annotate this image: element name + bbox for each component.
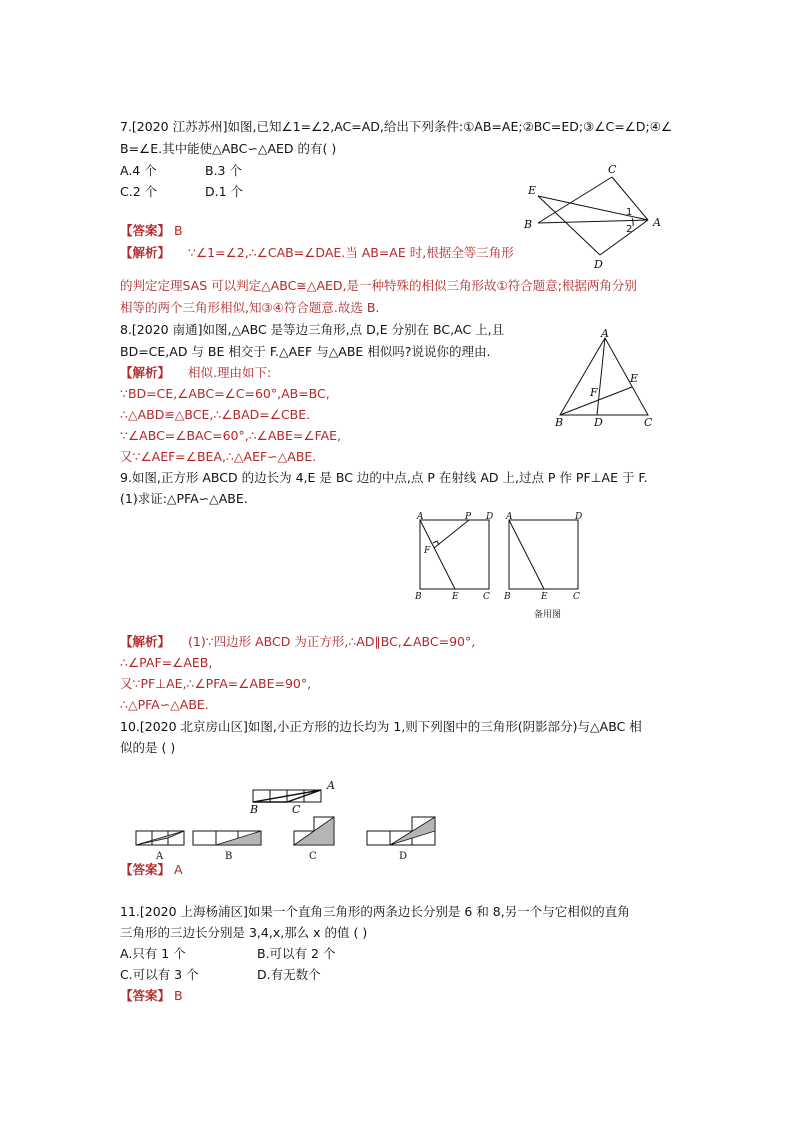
q7-label-b: B	[524, 218, 533, 231]
q7-option-d: D.1 个	[205, 184, 244, 199]
q7-label-1: 1	[626, 207, 633, 218]
q9-step-3: 又∵PF⊥AE,∴∠PFA=∠ABE=90°,	[120, 676, 312, 691]
q8-label-b: B	[555, 416, 564, 429]
q11-option-a: A.只有 1 个	[120, 946, 186, 961]
q10-figure	[130, 776, 450, 864]
q11-answer: B	[174, 988, 183, 1003]
q10-label-b: B	[250, 803, 259, 816]
q7-stem-line1: 7.[2020 江苏苏州]如图,已知∠1=∠2,AC=AD,给出下列条件:①AB=AE;②BC=ED;③∠C=∠D;④∠	[120, 119, 673, 134]
q11-answer-row	[120, 986, 183, 1006]
q9-spare-label-b: B	[504, 592, 511, 602]
answer-tag: 【答案】	[120, 988, 171, 1003]
q7-option-c: C.2 个	[120, 184, 158, 199]
analysis-tag: 【解析】	[120, 634, 171, 649]
q10-option-a-label: A	[156, 851, 164, 862]
q8-stem-line2: BD=CE,AD 与 BE 相交于 F.△AEF 与△ABE 相似吗?说说你的理由.	[120, 344, 491, 359]
q7-label-c: C	[608, 163, 617, 176]
q9-label-p: P	[465, 512, 472, 522]
q9-label-c: C	[483, 592, 490, 602]
q8-analysis-head: 相似.理由如下:	[188, 365, 272, 380]
q10-label-c: C	[292, 803, 301, 816]
q9-analysis-row	[120, 632, 475, 652]
q8-step-4: 又∵∠AEF=∠BEA,∴△AEF∽△ABE.	[120, 449, 317, 464]
q8-analysis-row	[120, 363, 271, 383]
q7-answer: B	[174, 223, 183, 238]
q9-label-f: F	[424, 546, 431, 556]
q10-answer-row	[120, 860, 183, 880]
q9-stem-line1: 9.如图,正方形 ABCD 的边长为 4,E 是 BC 边的中点,点 P 在射线 AD 上,过点 P 作 PF⊥AE 于 F.	[120, 470, 648, 485]
q10-option-d-label: D	[399, 851, 408, 862]
q11-option-b: B.可以有 2 个	[257, 946, 336, 961]
q9-spare-label-a: A	[506, 512, 513, 522]
q11-stem-line1: 11.[2020 上海杨浦区]如果一个直角三角形的两条边长分别是 6 和 8,另一个与它相似的直角	[120, 904, 630, 919]
q8-step-2: ∴△ABD≌△BCE,∴∠BAD=∠CBE.	[120, 407, 311, 422]
q8-step-3: ∵∠ABC=∠BAC=60°,∴∠ABE=∠FAE,	[120, 428, 342, 443]
q7-label-2: 2	[626, 224, 633, 235]
q9-label-a: A	[417, 512, 424, 522]
q7-stem-line2: B=∠E.其中能使△ABC∽△AED 的有( )	[120, 141, 337, 156]
q9-spare-label-c: C	[573, 592, 580, 602]
q10-option-b-label: B	[225, 851, 233, 862]
q10-stem-line2: 似的是 ( )	[120, 740, 176, 755]
q7-label-d: D	[594, 258, 603, 271]
q7-label-a: A	[653, 216, 661, 229]
q7-label-e: E	[528, 184, 537, 197]
q7-option-b: B.3 个	[205, 163, 242, 178]
analysis-tag: 【解析】	[120, 365, 171, 380]
q7-analysis-row	[120, 243, 514, 263]
q7-answer-row	[120, 221, 183, 241]
q11-option-d: D.有无数个	[257, 967, 321, 982]
q10-answer: A	[174, 862, 183, 877]
q8-step-1: ∵BD=CE,∠ABC=∠C=60°,AB=BC,	[120, 386, 330, 401]
q8-figure	[550, 326, 660, 431]
q9-spare-label-d: D	[575, 512, 583, 522]
q9-spare-caption: 备用图	[534, 610, 562, 620]
q7-option-a: A.4 个	[120, 163, 157, 178]
q9-spare-label-e: E	[541, 592, 548, 602]
q9-label-d: D	[486, 512, 494, 522]
q9-step-4: ∴△PFA∽△ABE.	[120, 697, 209, 712]
q8-label-c: C	[644, 416, 653, 429]
answer-tag: 【答案】	[120, 223, 171, 238]
q9-step-1: (1)∵四边形 ABCD 为正方形,∴AD∥BC,∠ABC=90°,	[188, 634, 476, 649]
q7-figure	[520, 160, 670, 275]
answer-tag: 【答案】	[120, 862, 171, 877]
analysis-tag: 【解析】	[120, 245, 171, 260]
q9-step-2: ∴∠PAF=∠AEB,	[120, 655, 213, 670]
q10-label-a: A	[327, 779, 335, 792]
q8-label-e: E	[630, 372, 639, 385]
q9-figure	[410, 510, 585, 625]
q10-option-c-label: C	[309, 851, 317, 862]
q8-label-d: D	[594, 416, 603, 429]
q11-option-c: C.可以有 3 个	[120, 967, 199, 982]
q9-label-b: B	[415, 592, 422, 602]
q7-analysis-line3: 相等的两个三角形相似,知③④符合题意.故选 B.	[120, 300, 380, 315]
q8-label-f: F	[590, 386, 598, 399]
q11-stem-line2: 三角形的三边长分别是 3,4,x,那么 x 的值 ( )	[120, 925, 368, 940]
q7-analysis-line2: 的判定定理SAS 可以判定△ABC≅△AED,是一种特殊的相似三角形故①符合题意;根据两角分别	[120, 278, 637, 293]
q9-stem-line2: (1)求证:△PFA∽△ABE.	[120, 491, 248, 506]
q10-stem-line1: 10.[2020 北京房山区]如图,小正方形的边长均为 1,则下列图中的三角形(阴影部分)与△ABC 相	[120, 719, 642, 734]
q8-label-a: A	[601, 327, 609, 340]
q8-stem-line1: 8.[2020 南通]如图,△ABC 是等边三角形,点 D,E 分别在 BC,AC 上,且	[120, 322, 505, 337]
q7-analysis-line1: ∵∠1=∠2,∴∠CAB=∠DAE.当 AB=AE 时,根据全等三角形	[188, 245, 514, 260]
q9-label-e: E	[452, 592, 459, 602]
